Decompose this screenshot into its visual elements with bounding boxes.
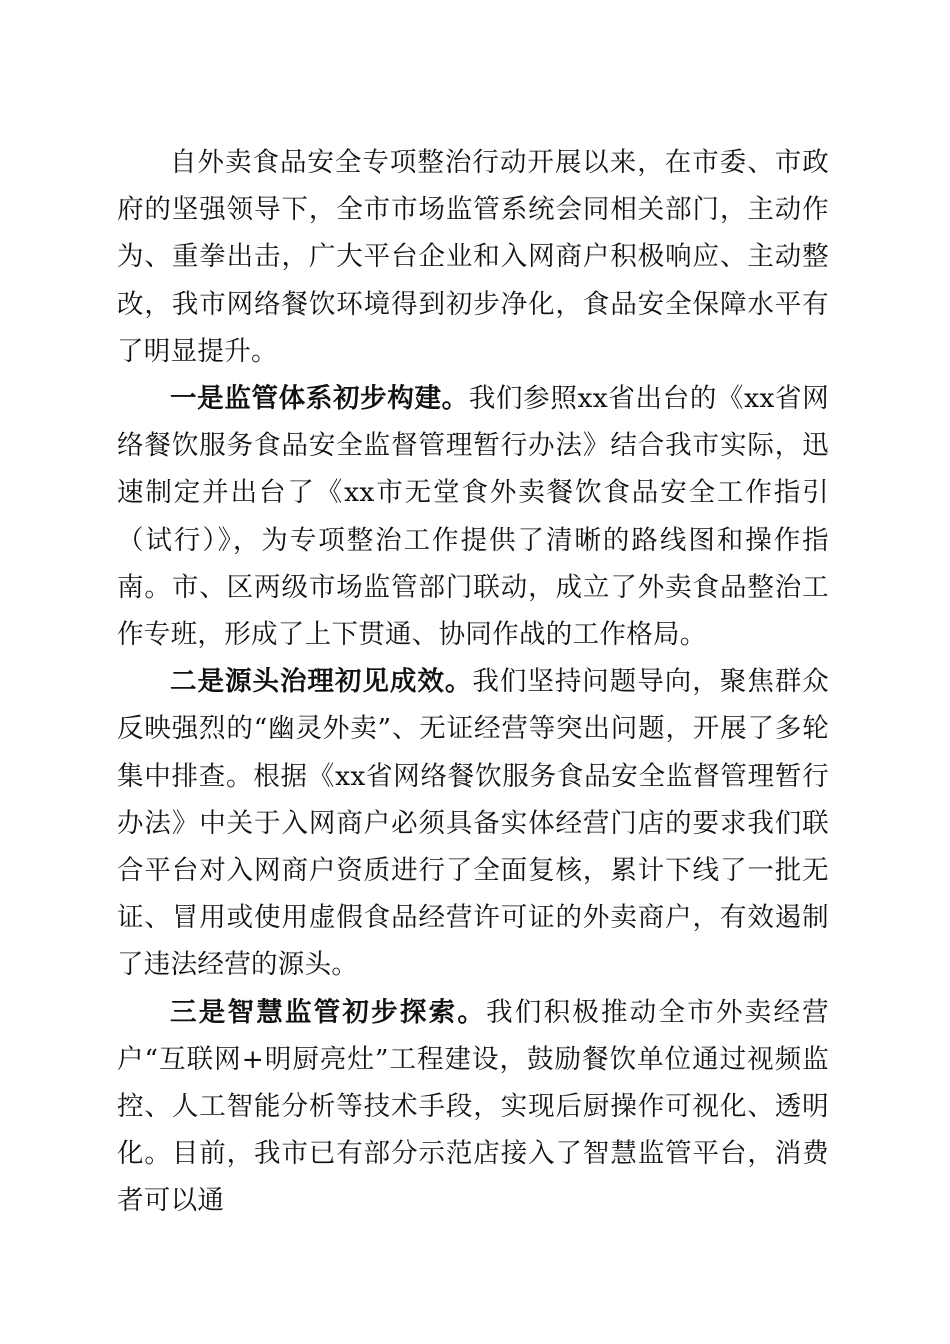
document-body xyxy=(117,139,829,1225)
paragraph-source-governance-text: 我们坚持问题导向，聚焦群众反映强烈的“幽灵外卖”、无证经营等突出问题，开展了多轮集中排查。根据《xx省网络餐饮服务食品安全监督管理暂行办法》中关于入网商户必须具备实体经营门店的要求我们联合平台对入网商户资质进行了全面复核，累计下线了一批无证、冒用或使用虚假食品经营许可证的外卖商户，有效遏制了违法经营的源头。 xyxy=(117,666,829,981)
paragraph-source-governance xyxy=(117,658,829,988)
paragraph-source-governance-heading: 二是源头治理初见成效。 xyxy=(170,666,473,698)
paragraph-intro xyxy=(117,139,829,375)
paragraph-smart-supervision xyxy=(117,989,829,1225)
paragraph-supervision-system xyxy=(117,375,829,658)
paragraph-intro-text: 自外卖食品安全专项整治行动开展以来，在市委、市政府的坚强领导下，全市市场监管系统会同相关部门，主动作为、重拳出击，广大平台企业和入网商户积极响应、主动整改，我市网络餐饮环境得到初步净化，食品安全保障水平有了明显提升。 xyxy=(117,147,829,367)
paragraph-supervision-system-text: 我们参照xx省出台的《xx省网络餐饮服务食品安全监督管理暂行办法》结合我市实际，迅速制定并出台了《xx市无堂食外卖餐饮食品安全工作指引（试行）》，为专项整治工作提供了清晰的路线图和操作指南。市、区两级市场监管部门联动，成立了外卖食品整治工作专班，形成了上下贯通、协同作战的工作格局。 xyxy=(117,383,829,651)
paragraph-supervision-system-heading: 一是监管体系初步构建。 xyxy=(170,383,469,415)
paragraph-smart-supervision-text: 我们积极推动全市外卖经营户“互联网+明厨亮灶”工程建设，鼓励餐饮单位通过视频监控、人工智能分析等技术手段，实现后厨操作可视化、透明化。目前，我市已有部分示范店接入了智慧监管平台，消费者可以通 xyxy=(117,996,829,1217)
paragraph-smart-supervision-heading: 三是智慧监管初步探索。 xyxy=(170,996,487,1028)
